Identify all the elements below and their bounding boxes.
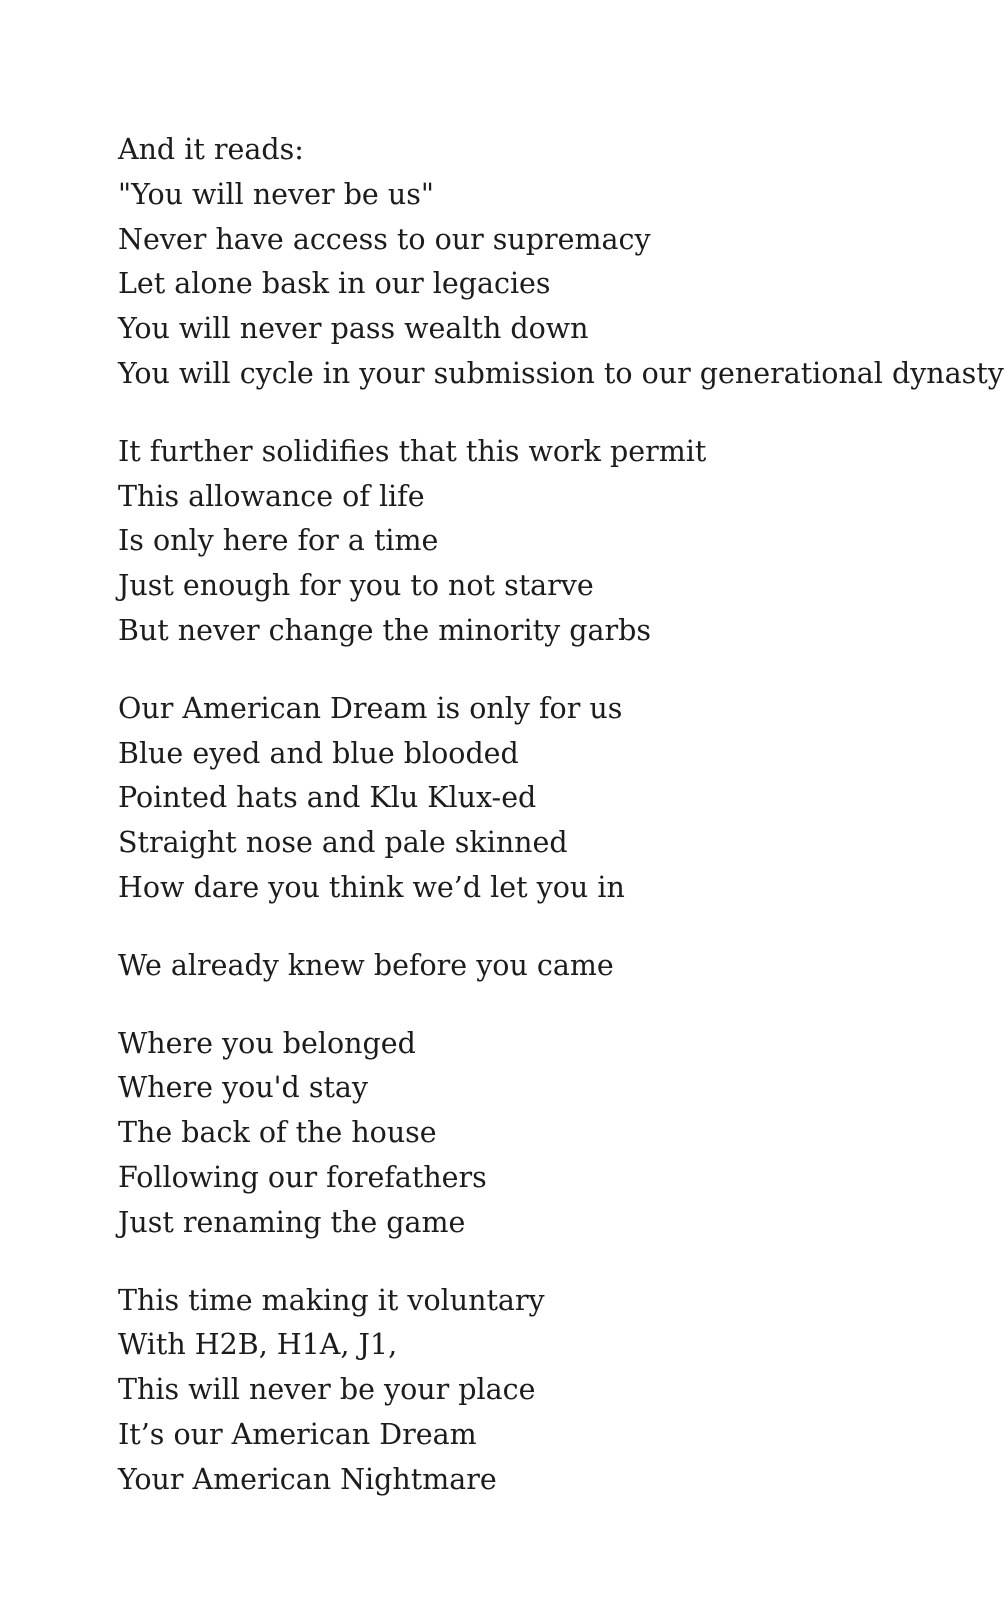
stanza-1 [118, 128, 1004, 397]
poem-line: We already knew before you came [118, 948, 614, 982]
poem-line: Your American Nightmare [118, 1462, 497, 1496]
poem-line: It’s our American Dream [118, 1417, 477, 1451]
poem-line: Never have access to our supremacy [118, 222, 651, 256]
poem-line: This allowance of life [118, 479, 425, 513]
stanza-3 [118, 687, 978, 911]
poem-line: You will never pass wealth down [118, 312, 589, 346]
poem-line: Is only here for a time [118, 524, 439, 558]
poem-line: Where you belonged [118, 1026, 416, 1060]
poem-line: Following our forefathers [118, 1160, 487, 1194]
poem-line: You will cycle in your submission to our generational dynasty [118, 356, 1004, 390]
stanza-5 [118, 1022, 978, 1246]
poem-page [118, 128, 1004, 1503]
poem-line: Where you'd stay [118, 1071, 368, 1105]
poem-line: And it reads: [118, 133, 304, 166]
stanza-2 [118, 430, 978, 654]
poem-line: It further solidifies that this work permit [118, 434, 707, 468]
poem-line: Just enough for you to not starve [118, 569, 594, 603]
stanza-4 [118, 944, 978, 989]
poem-line: With H2B, H1A, J1, [118, 1328, 398, 1362]
poem-line: Blue eyed and blue blooded [118, 736, 519, 770]
poem-line: Let alone bask in our legacies [118, 267, 551, 301]
poem-line: Pointed hats and Klu Klux-ed [118, 781, 537, 815]
poem-line: "You will never be us" [118, 177, 434, 211]
poem-line: The back of the house [118, 1116, 437, 1150]
poem-line: Just renaming the game [118, 1205, 466, 1239]
poem-line: But never change the minority garbs [118, 613, 651, 647]
poem-line: Straight nose and pale skinned [118, 826, 568, 860]
poem-line: Our American Dream is only for us [118, 691, 623, 725]
poem-line: This time making it voluntary [118, 1283, 545, 1317]
poem-line: This will never be your place [118, 1373, 536, 1407]
stanza-6 [118, 1279, 978, 1503]
poem-line: How dare you think we’d let you in [118, 870, 625, 904]
